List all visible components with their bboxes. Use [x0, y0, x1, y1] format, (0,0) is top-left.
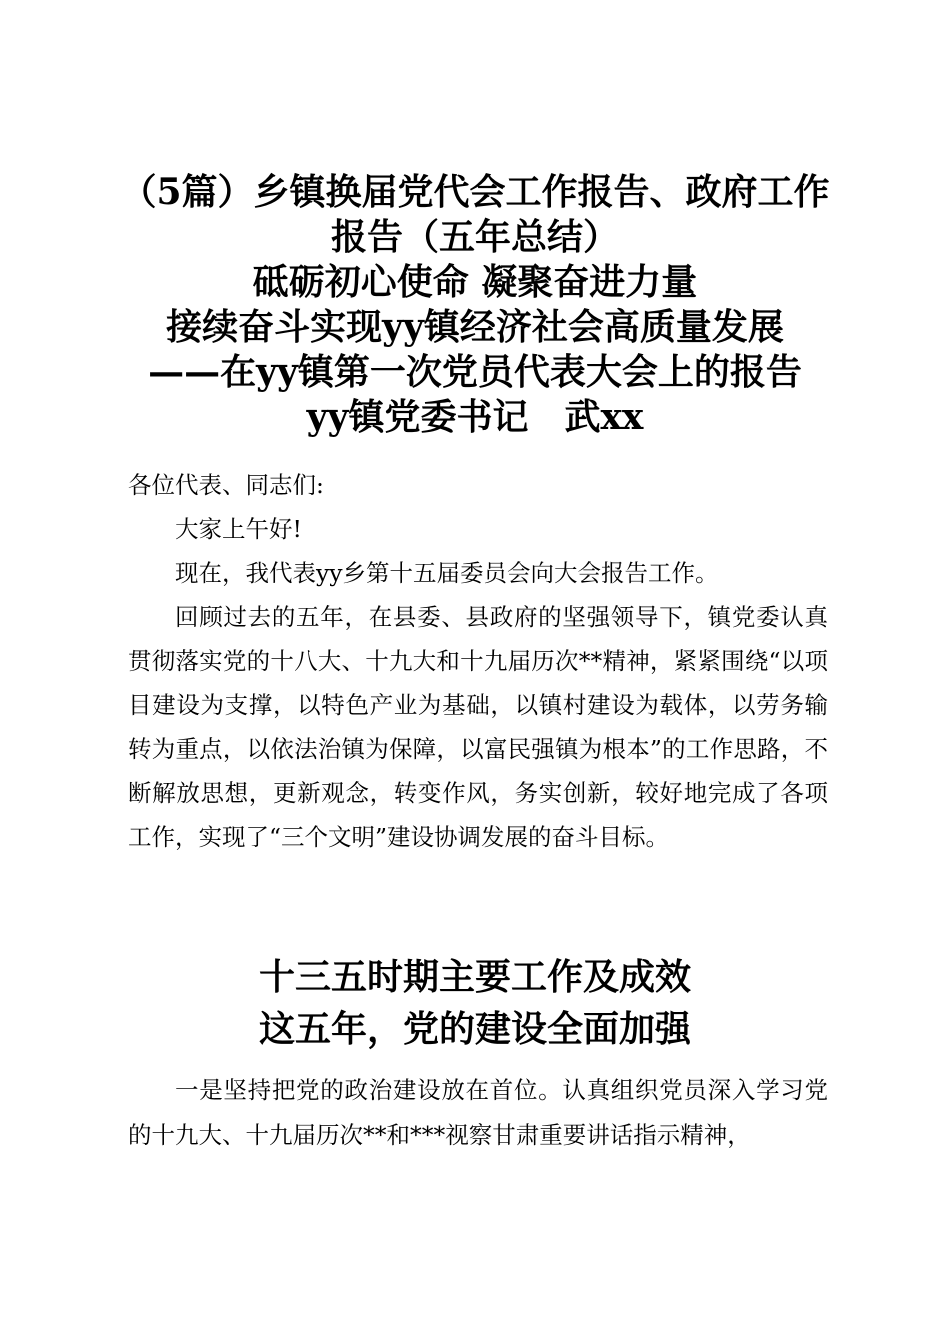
document-title — [110, 170, 840, 440]
section-subheading: 这五年，党的建设全面加强 — [258, 1008, 691, 1050]
title-line: 报告（五年总结） — [330, 216, 619, 258]
title-line: （5篇）乡镇换届党代会工作报告、政府工作 — [120, 171, 830, 213]
salutation: 各位代表、同志们: — [128, 471, 324, 499]
section-headings — [110, 951, 840, 1055]
title-line: 砥砺初心使命 凝聚奋进力量 — [252, 261, 698, 303]
greeting: 大家上午好! — [175, 515, 302, 543]
report-body — [128, 463, 828, 859]
title-line: yy镇党委书记 武xx — [306, 396, 644, 438]
intro-paragraph: 现在，我代表yy乡第十五届委员会向大会报告工作。 — [175, 559, 719, 587]
section-paragraph: 一是坚持把党的政治建设放在首位。认真组织党员深入学习党的十九大、十九届历次**和***视察甘肃重要讲话指示精神， — [128, 1076, 828, 1149]
title-line: ——在yy镇第一次党员代表大会上的报告 — [148, 351, 802, 393]
section-body — [128, 1068, 828, 1158]
review-paragraph: 回顾过去的五年，在县委、县政府的坚强领导下，镇党委认真贯彻落实党的十八大、十九大和十九届历次**精神，紧紧围绕“以项目建设为支撑，以特色产业为基础，以镇村建设为载体，以劳务输转为重点，以依法治镇为保障，以富民强镇为根本”的工作思路，不断解放思想，更新观念，转变作风，务实创新，较好地完成了各项工作，实现了“三个文明”建设协调发展的奋斗目标。 — [128, 603, 828, 851]
title-line: 接续奋斗实现yy镇经济社会高质量发展 — [166, 306, 784, 348]
section-heading: 十三五时期主要工作及成效 — [258, 956, 691, 998]
